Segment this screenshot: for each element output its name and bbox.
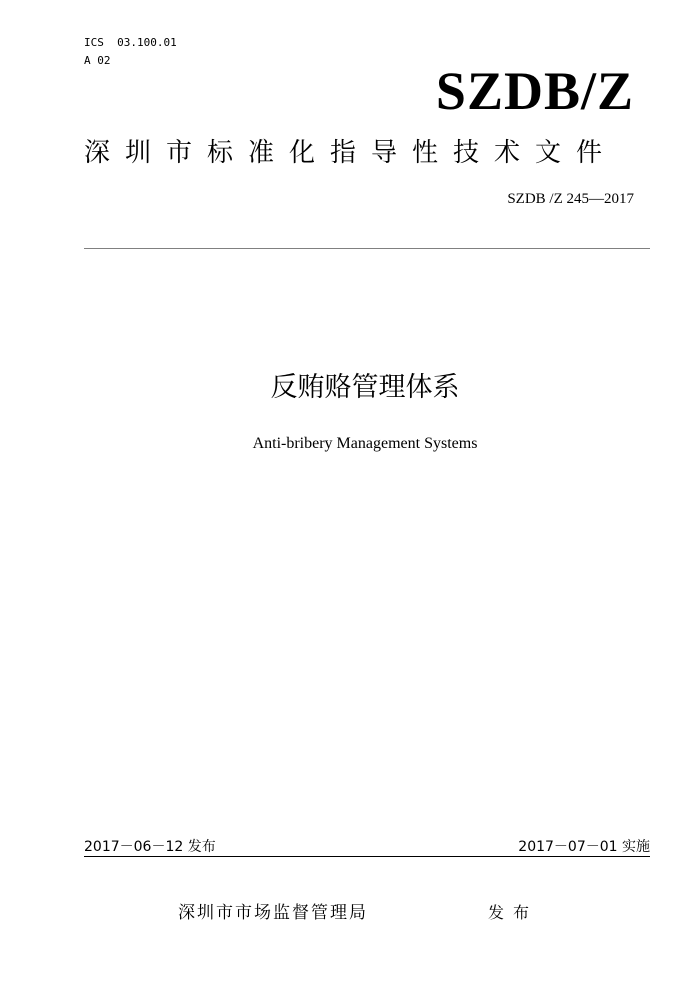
document-title-chinese: 反贿赂管理体系 (270, 372, 460, 403)
issued-label: 发布 (488, 903, 539, 922)
document-type: 深圳市标准化指导性技术文件 (84, 138, 618, 168)
publish-date: 2017－06－12 发布 (84, 839, 216, 855)
footer-divider (84, 856, 650, 857)
document-number: SZDB /Z 245—2017 (507, 191, 634, 207)
header-divider (84, 248, 650, 249)
document-title-english: Anti-bribery Management Systems (252, 435, 478, 452)
implement-date: 2017－07－01 实施 (518, 839, 650, 855)
classification-code: A 02 (84, 54, 111, 67)
ics-code: ICS 03.100.01 (84, 36, 177, 49)
standard-brand: SZDB/Z (435, 61, 634, 121)
issuing-authority: 深圳市市场监督管理局 (178, 903, 368, 923)
